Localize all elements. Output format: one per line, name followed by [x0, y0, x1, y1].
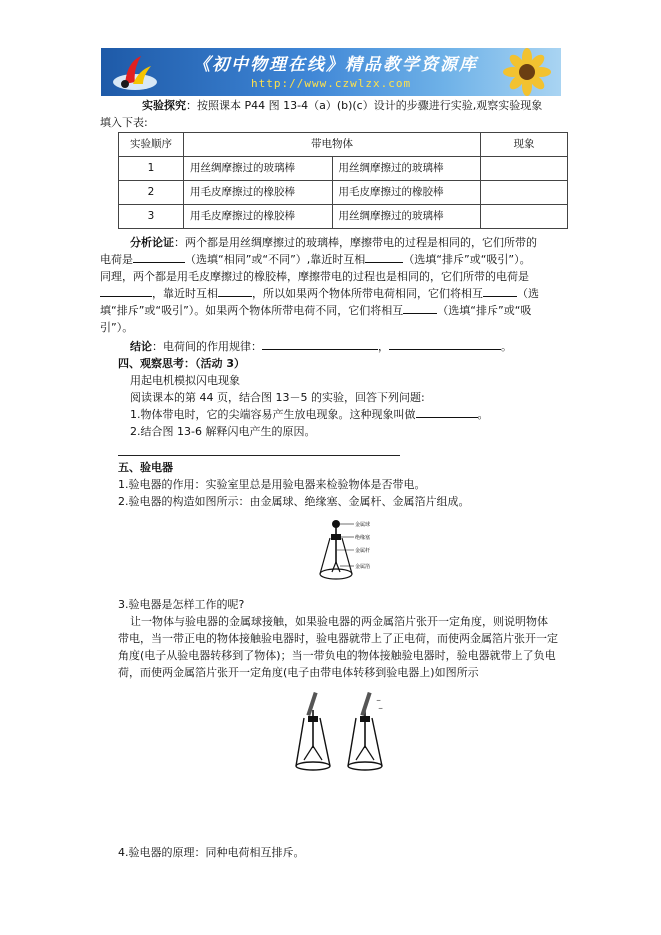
section-4-sub: 用起电机模拟闪电现象	[130, 374, 240, 388]
item3-text: 带电，当一带正电的物体接触验电器时，验电器就带上了正电荷，而使两金属箔片张开一定	[118, 632, 558, 646]
analysis-section	[100, 234, 568, 336]
analysis-text: 电荷是	[100, 253, 133, 267]
section-5	[118, 459, 568, 510]
table-cell	[481, 157, 568, 181]
analysis-text: （选填“排斥”或“吸引”）。	[403, 253, 531, 267]
table-header-cell: 带电物体	[184, 133, 481, 157]
label-metal-rod: 金属杆	[355, 548, 371, 554]
answer-blank[interactable]	[483, 286, 517, 297]
electroscope-right	[348, 692, 383, 770]
table-cell: 2	[119, 181, 184, 205]
experiment-intro	[100, 97, 568, 131]
section-4-q1-end: 。	[477, 408, 489, 422]
banner-url[interactable]: http://www.czwlzx.com	[251, 77, 412, 90]
site-logo-icon	[111, 52, 159, 92]
answer-blank[interactable]	[133, 252, 185, 263]
answer-blank[interactable]	[365, 252, 403, 263]
section-5-item4	[118, 844, 568, 861]
analysis-heading: 分析论证	[130, 236, 174, 249]
conclusion-heading: 结论	[130, 340, 152, 353]
item3-text: 让一物体与验电器的金属球接触，如果验电器的两金属箔片张开一定角度，则说明物体	[130, 615, 548, 629]
analysis-text: ：两个都是用丝绸摩擦过的玻璃棒，摩擦带电的过程是相同的，它们所带的	[174, 236, 537, 249]
experiment-intro-text: ：按照课本 P44 图 13-4（a）(b)(c）设计的步骤进行实验,观察实验现象	[186, 99, 543, 112]
table-cell: 用丝绸摩擦过的玻璃棒	[332, 157, 481, 181]
sunflower-icon	[475, 48, 555, 96]
analysis-text: ，所以如果两个物体所带电荷相同，它们将相互	[252, 287, 483, 301]
table-row	[119, 181, 568, 205]
banner-title: 《初中物理在线》精品教学资源库	[193, 55, 478, 75]
label-metal-foil: 金属箔	[355, 564, 371, 570]
experiment-heading: 实验探究	[142, 99, 186, 112]
item3-text: 角度(电子从验电器转移到了物体)；当一带负电的物体接触验电器时，验电器就带上了负电	[118, 649, 556, 663]
table-cell: 1	[119, 157, 184, 181]
table-row	[119, 205, 568, 229]
section-4	[118, 355, 568, 440]
table-header-cell: 现象	[481, 133, 568, 157]
analysis-text: 同理，两个都是用毛皮摩擦过的橡胶棒，摩擦带电的过程也是相同的，它们所带的电荷是	[100, 270, 529, 284]
section-5-item2: 2.验电器的构造如图所示：由金属球、绝缘塞、金属杆、金属箔片组成。	[118, 495, 470, 509]
section-5-item3	[118, 596, 568, 681]
conclusion-text: ：电荷间的作用规律：	[152, 340, 262, 353]
section-4-q1: 1.物体带电时，它的尖端容易产生放电现象。这种现象叫做	[130, 408, 416, 422]
section-4-q2: 2.结合图 13-6 解释闪电产生的原因。	[130, 425, 316, 439]
svg-text:−: −	[378, 705, 384, 712]
table-header-row	[119, 133, 568, 157]
electroscope-charging-figure	[290, 692, 390, 772]
table-cell: 用毛皮摩擦过的橡胶棒	[184, 181, 333, 205]
section-4-read: 阅读课本的第 44 页，结合图 13－5 的实验，回答下列问题:	[130, 391, 425, 405]
experiment-table	[118, 132, 568, 229]
answer-blank[interactable]	[389, 339, 501, 350]
experiment-table-wrap	[118, 132, 568, 229]
conclusion-sep: ，	[378, 340, 389, 353]
section-5-item1: 1.验电器的作用：实验室里总是用验电器来检验物体是否带电。	[118, 478, 426, 492]
section-4-heading: 四、观察思考：（活动 3）	[118, 357, 245, 370]
conclusion-end: 。	[501, 340, 512, 353]
table-cell: 用毛皮摩擦过的橡胶棒	[184, 205, 333, 229]
table-cell: 用丝绸摩擦过的玻璃棒	[184, 157, 333, 181]
svg-text:−: −	[376, 697, 382, 704]
table-row	[119, 157, 568, 181]
item3-title: 3.验电器是怎样工作的呢?	[118, 598, 245, 611]
table-cell: 用丝绸摩擦过的玻璃棒	[332, 205, 481, 229]
answer-blank[interactable]	[262, 339, 378, 350]
section-5-heading: 五、验电器	[118, 461, 173, 474]
answer-blank[interactable]	[218, 286, 252, 297]
analysis-text: （选填“排斥”或“吸	[437, 304, 532, 318]
table-cell	[481, 205, 568, 229]
answer-blank[interactable]	[403, 303, 437, 314]
table-header-cell: 实验顺序	[119, 133, 184, 157]
answer-blank[interactable]	[416, 407, 478, 418]
table-cell	[481, 181, 568, 205]
answer-blank[interactable]	[100, 286, 152, 297]
label-insulating-plug: 绝缘塞	[355, 535, 371, 541]
analysis-text: （选填“相同”或“不同”）,靠近时互相	[185, 253, 366, 267]
item3-text: 荷，而使两金属箔片张开一定角度(电子由带电体转移到验电器上)如图所示	[118, 666, 479, 680]
table-cell: 用毛皮摩擦过的橡胶棒	[332, 181, 481, 205]
electroscope-diagram	[318, 518, 388, 586]
header-banner	[101, 48, 561, 96]
conclusion-section	[118, 338, 568, 355]
analysis-text: ，靠近时互相	[152, 287, 218, 301]
table-cell: 3	[119, 205, 184, 229]
answer-line	[118, 455, 400, 456]
analysis-text: （选	[517, 287, 539, 301]
label-metal-ball: 金属球	[355, 522, 371, 528]
item4-text: 4.验电器的原理：同种电荷相互排斥。	[118, 846, 305, 859]
analysis-text: 引”）。	[100, 321, 134, 335]
experiment-intro-text-2: 填入下表:	[100, 116, 148, 130]
electroscope-left	[296, 692, 330, 770]
analysis-text: 填“排斥”或“吸引”）。如果两个物体所带电荷不同，它们将相互	[100, 304, 404, 318]
